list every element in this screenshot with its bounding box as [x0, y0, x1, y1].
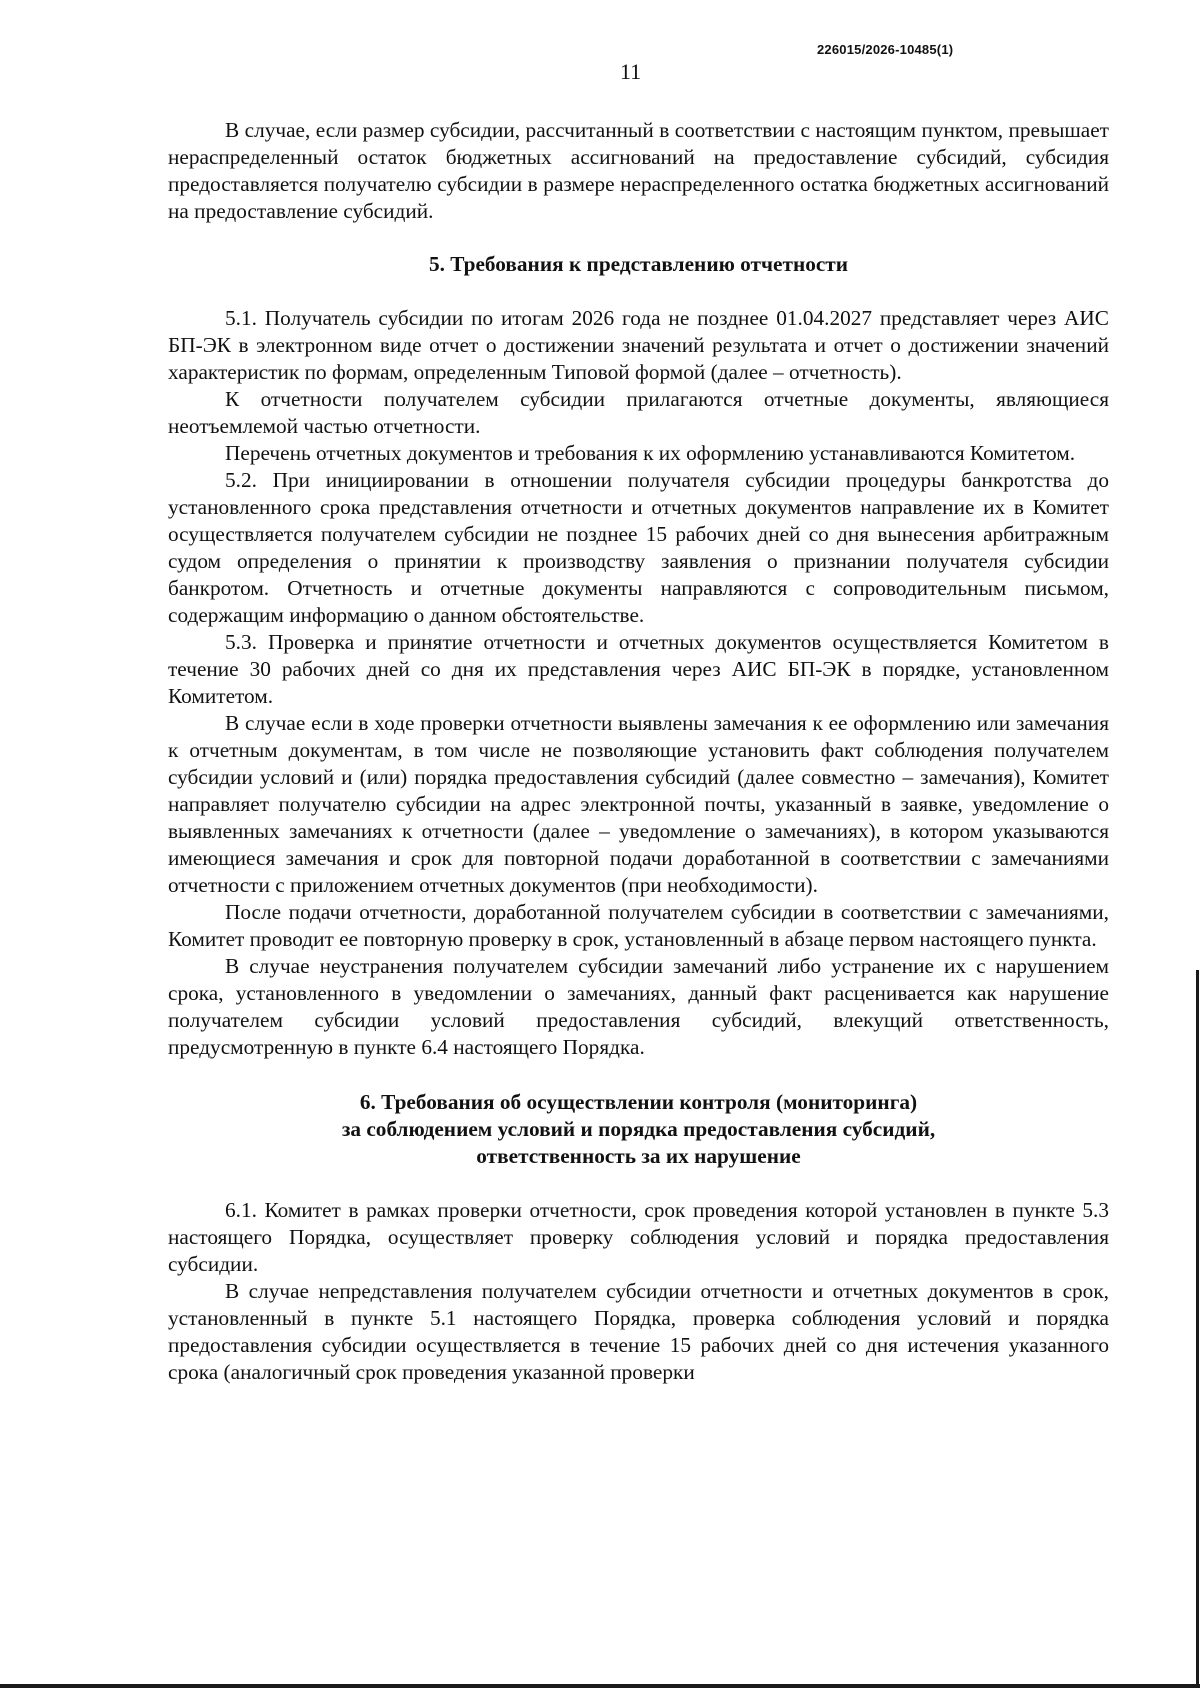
- paragraph-5-3-violation: В случае неустранения получателем субсидии замечаний либо устранение их с нарушением срока, установленного в уведомлении о замечаниях, данный факт расценивается как нарушение получателем субсидии условий предоставления субсидий, влекущий ответственность, предусмотренную в пункте 6.4 настоящего Порядка.: [168, 954, 1109, 1059]
- section-6-title-line-1: 6. Требования об осуществлении контроля (мониторинга): [359, 1090, 918, 1114]
- section-6-title-line-3: ответственность за их нарушение: [476, 1144, 801, 1168]
- paragraph-5-3: 5.3. Проверка и принятие отчетности и отчетных документов осуществляется Комитетом в течение 30 рабочих дней со дня их представления через АИС БП-ЭК в порядке, установленном Комитетом.: [168, 630, 1109, 708]
- document-body: [168, 117, 1109, 1386]
- paragraph-5-3-remarks: В случае если в ходе проверки отчетности выявлены замечания к ее оформлению или замечания к отчетным документам, в том числе не позволяющие установить факт соблюдения получателем субсидии условий и (или) порядка предоставления субсидий (далее совместно – замечания), Комитет направляет получателю субсидии на адрес электронной почты, указанный в заявке, уведомление о выявленных замечаниях к отчетности (далее – уведомление о замечаниях), в котором указываются имеющиеся замечания и срок для повторной подачи доработанной в соответствии с замечаниями отчетности с приложением отчетных документов (при необходимости).: [168, 711, 1109, 897]
- paragraph-6-1-nonsubmission: В случае непредставления получателем субсидии отчетности и отчетных документов в срок, установленный в пункте 5.1 настоящего Порядка, проверка соблюдения условий и порядка предоставления субсидии осуществляется в течение 15 рабочих дней со дня истечения указанного срока (аналогичный срок проведения указанной проверки: [168, 1279, 1109, 1384]
- section-6-title-line-2: за соблюдением условий и порядка предоставления субсидий,: [341, 1117, 936, 1141]
- paragraph-5-1: 5.1. Получатель субсидии по итогам 2026 года не позднее 01.04.2027 представляет через АИС БП-ЭК в электронном виде отчет о достижении значений результата и отчет о достижении значений характеристик по формам, определенным Типовой формой (далее – отчетность).: [168, 306, 1109, 384]
- paragraph-5-2: 5.2. При инициировании в отношении получателя субсидии процедуры банкротства до установленного срока представления отчетности и отчетных документов направление их в Комитет осуществляется получателем субсидии не позднее 15 рабочих дней со дня вынесения арбитражным судом определения о принятии к производству заявления о признании получателя субсидии банкротом. Отчетность и отчетные документы направляются с сопроводительным письмом, содержащим информацию о данном обстоятельстве.: [168, 468, 1109, 627]
- paragraph-5-3-resubmission: После подачи отчетности, доработанной получателем субсидии в соответствии с замечаниями, Комитет проводит ее повторную проверку в срок, установленный в абзаце первом настоящего пункта.: [168, 900, 1109, 951]
- paragraph-6-1: 6.1. Комитет в рамках проверки отчетности, срок проведения которой установлен в пункте 5.3 настоящего Порядка, осуществляет проверку соблюдения условий и порядка предоставления субсидии.: [168, 1198, 1109, 1276]
- scan-edge-bottom: [0, 1684, 1200, 1688]
- scan-edge-right: [1196, 970, 1199, 1688]
- document-id-stamp: 226015/2026-10485(1): [817, 42, 954, 57]
- paragraph-5-1-list: Перечень отчетных документов и требования к их оформлению устанавливаются Комитетом.: [225, 441, 1076, 465]
- section-5-title: 5. Требования к представлению отчетности: [428, 252, 849, 276]
- paragraph-intro: В случае, если размер субсидии, рассчитанный в соответствии с настоящим пунктом, превышает нераспределенный остаток бюджетных ассигнований на предоставление субсидий, субсидия предоставляется получателю субсидии в размере нераспределенного остатка бюджетных ассигнований на предоставление субсидий.: [168, 118, 1109, 223]
- page-number: 11: [620, 59, 642, 84]
- paragraph-5-1-attachments: К отчетности получателем субсидии прилагаются отчетные документы, являющиеся неотъемлемой частью отчетности.: [168, 387, 1109, 438]
- section-6-title: [168, 1089, 1109, 1170]
